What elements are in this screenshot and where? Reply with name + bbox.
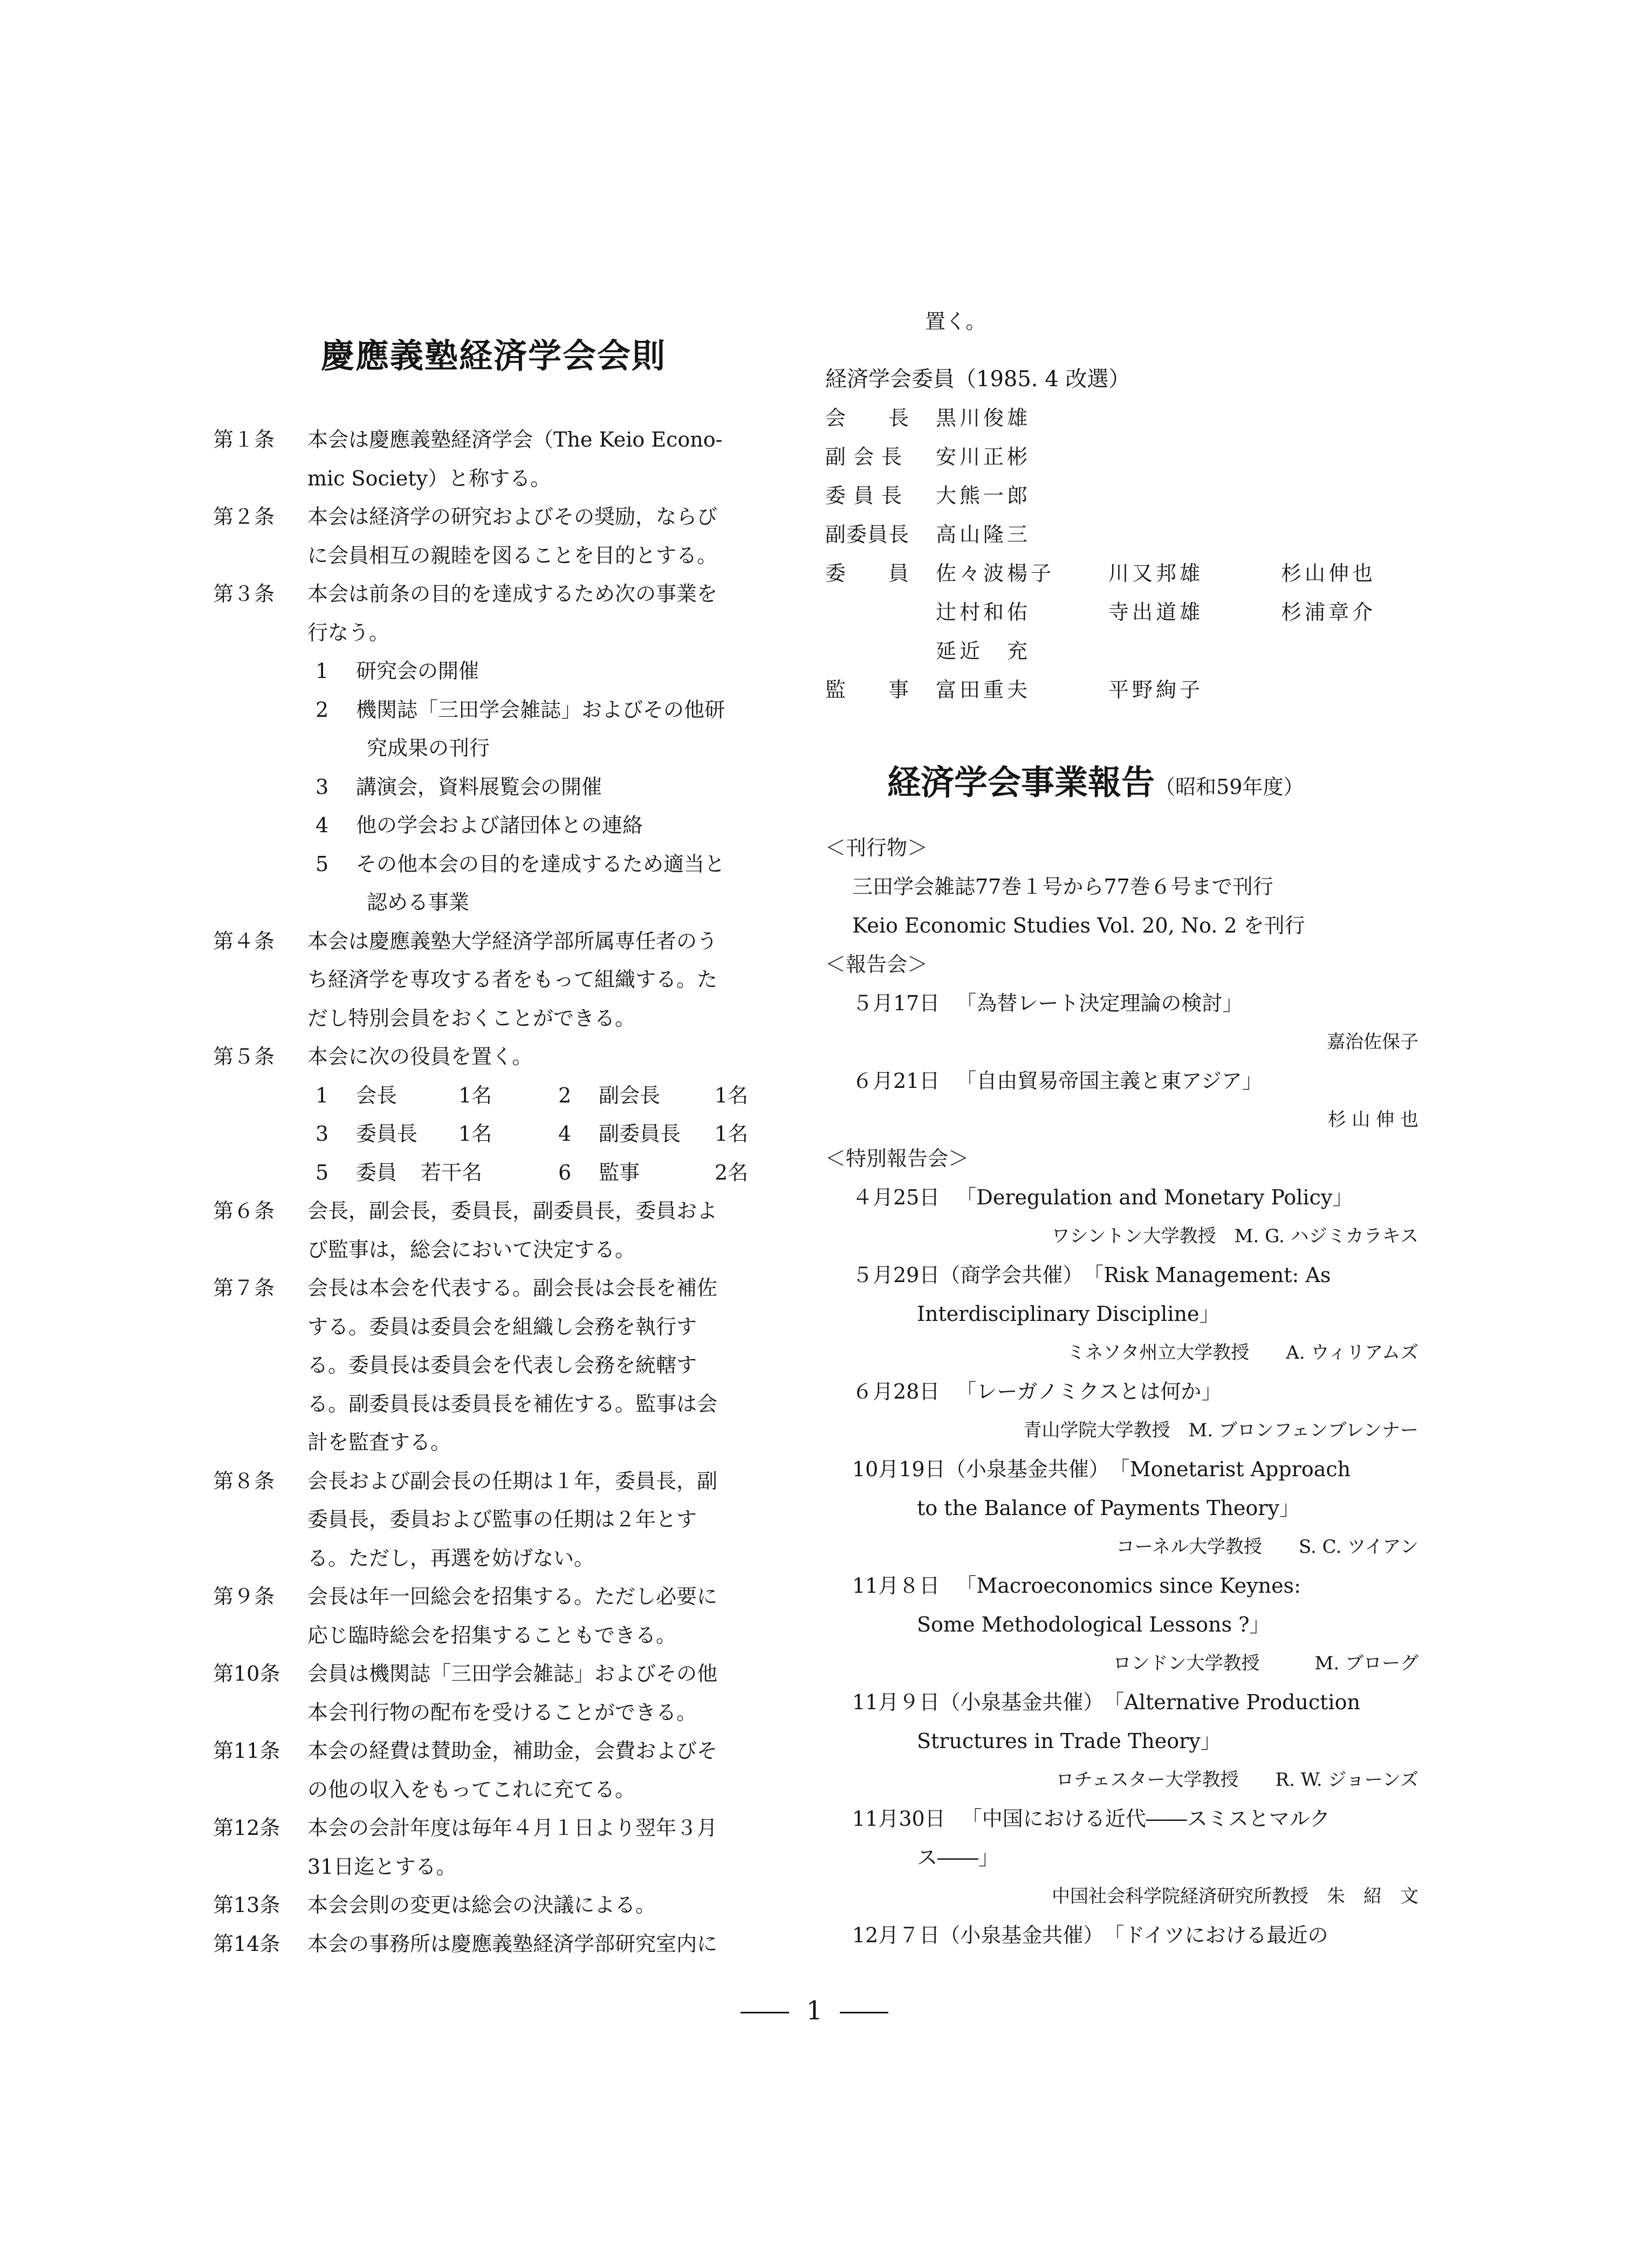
section-heading: ＜報告会＞ [825, 953, 928, 976]
officer-row: 5 委員 若干名 6 監事 2名 [316, 1160, 749, 1184]
article: 第４条 本会は慶應義塾大学経済学部所属専任者のう ち経済学を専攻する者をもって組織する。た だし特別会員をおくことができる。 [213, 922, 796, 1038]
special-item: ６月28日 「レーガノミクスとは何か」 [852, 1380, 1222, 1403]
article-line: 本会は慶應義塾経済学会（The Keio Econo- [307, 428, 723, 451]
section-heading: ＜特別報告会＞ [825, 1147, 969, 1170]
special-item: 11月30日 「中国における近代――スミスとマルク [852, 1807, 1330, 1831]
speaker: 中国社会科学院経済研究所教授 朱 紹 文 [1052, 1886, 1418, 1907]
officer-row: 1 会長 1名 2 副会長 1名 [316, 1083, 749, 1107]
committee-row: 会 長 黒川俊雄 [825, 406, 1031, 430]
article: 第10条 会員は機関誌「三田学会雑誌」およびその他 本会刊行物の配布を受けることができる。 [213, 1662, 718, 1724]
article-number: 第５条 [213, 1045, 275, 1068]
speaker: ワシントン大学教授 M. G. ハジミカラキス [1051, 1225, 1418, 1247]
special-item: 11月９日（小泉基金共催） 「Alternative Production [852, 1690, 1360, 1714]
committee-row: 委 員 長 大熊一郎 [825, 484, 1031, 508]
speaker: コーネル大学教授 S. C. ツイアン [1116, 1536, 1418, 1558]
article-item: 4 他の学会および諸団体との連絡 [316, 813, 643, 837]
speaker: 杉 山 伸 也 [1327, 1109, 1418, 1130]
committee-row: 副委員長 高山隆三 [825, 523, 1031, 546]
continuation-text: 置く。 [925, 310, 986, 333]
article-line: 本会は前条の目的を達成するため次の事業を [307, 582, 718, 606]
meeting-item: ６月21日 「自由貿易帝国主義と東アジア」 [852, 1069, 1263, 1093]
speaker: ミネソタ州立大学教授 A. ウィリアムズ [1066, 1342, 1418, 1363]
article [213, 498, 796, 575]
article-number: 第２条 [213, 505, 275, 529]
article-line: 行なう。 [307, 620, 390, 645]
article-number: 第４条 [213, 929, 275, 953]
dash-right [840, 2012, 888, 2013]
special-item: 10月19日（小泉基金共催） 「Monetarist Approach [852, 1457, 1351, 1481]
speaker: ロンドン大学教授 M. ブローグ [1113, 1653, 1418, 1674]
article: 第13条 本会会則の変更は総会の決議による。 [213, 1893, 656, 1917]
committee-row: 副 会 長 安川正彬 [825, 445, 1031, 469]
speaker: ロチェスター大学教授 R. W. ジョーンズ [1056, 1769, 1418, 1791]
article: 第12条 本会の会計年度は毎年４月１日より翌年３月 31日迄とする。 [213, 1816, 718, 1879]
article-item: 3 講演会，資料展覧会の開催 [316, 775, 602, 799]
publication-item: Keio Economic Studies Vol. 20, No. 2 を刊行 [852, 914, 1305, 937]
report-subtitle: （昭和59年度） [1155, 775, 1304, 799]
article: 第９条 会長は年一回総会を招集する。ただし必要に 応じ臨時総会を招集することもできる。 [213, 1585, 718, 1647]
article [213, 421, 796, 498]
article-item: 5 その他本会の目的を達成するため適当と 認める事業 [316, 852, 725, 914]
report-column: 置く。 経済学会委員（1985. 4 改選） 会 長 黒川俊雄 副 会 長 安川正彬 委 員 長 大熊一郎 副委員長 高山隆三 委 員 佐々波楊子 川又邦雄 杉山伸也 辻村和佑 寺出道雄 杉浦章介 延近 充 監 事 富田重夫 平野絢子 経済学会事業報告（昭和59年度） ＜刊行物＞ 三田学会雑誌77巻１号から77巻６号まで刊行 Keio Economic Studies Vol. 20, No. 2 を刊行 ＜報告会＞ ５月17日 「為替レート決定理論の検討」 嘉治佐保子 ６月21日 「自由貿易帝国主義と東アジア」 杉 山 伸 也 ＜特別報告会＞ ４月25日 「Deregulation and Monetary Policy」 ワシントン大学教授 M. G. ハジミカラキス ５月29日（商学会共催） 「Risk Management: As Interdisciplinary Discipline」 ミネソタ州立大学教授 A. ウィリアムズ ６月28日 「レーガノミクスとは何か」 青山学院大学教授 M. ブロンフェンブレンナー 10月19日（小泉基金共催） 「Monetarist Approach to the Balance of Payments Theory」 コーネル大学教授 S. C. ツイアン 11月８日 「Macroeconomics since Keynes: Some Methodological Lessons ?」 ロンドン大学教授 M. ブローグ 11月９日（小泉基金共催） 「Alternative Production Structures in Trade Theory」 ロチェスター大学教授 R. W. ジョーンズ 11月30日 「中国における近代――スミスとマルク ス――」 中国社会科学院経済研究所教授 朱 紹 文 12月７日（小泉基金共催） 「ドイツにおける最近の [825, 302, 1418, 1955]
article-number: 第３条 [213, 582, 275, 606]
article-item: 1 研究会の開催 [316, 659, 479, 683]
article-line: mic Society）と称する。 [307, 466, 551, 490]
bylaws-title: 慶應義塾経済学会会則 [321, 336, 667, 375]
dash-left [741, 2012, 789, 2013]
article-number: 第１条 [213, 428, 275, 451]
committee-row: 監 事 富田重夫 平野絢子 [825, 678, 1204, 702]
page-number: 1 [723, 1996, 906, 2026]
special-item: ４月25日 「Deregulation and Monetary Policy」 [852, 1186, 1353, 1209]
committee-row: 委 員 佐々波楊子 川又邦雄 杉山伸也 [825, 561, 1376, 585]
speaker: 青山学院大学教授 M. ブロンフェンブレンナー [1023, 1420, 1418, 1441]
article: 第14条 本会の事務所は慶應義塾経済学部研究室内に [213, 1931, 718, 1956]
article: 第８条 会長および副会長の任期は１年，委員長，副 委員長，委員および監事の任期は２年とす る。ただし，再選を妨げない。 [213, 1469, 718, 1570]
committee-row: 延近 充 [936, 639, 1031, 663]
speaker: 嘉治佐保子 [1327, 1031, 1418, 1053]
article: 第７条 会長は本会を代表する。副会長は会長を補佐 する。委員は委員会を組織し会務を執行す る。委員長は委員会を代表し会務を統轄す る。副委員長は委員長を補佐する。監事は会 計を監査する。 [213, 1276, 718, 1454]
report-title: 経済学会事業報告（昭和59年度） [887, 763, 1304, 802]
article-line: 本会は経済学の研究およびその奨励，ならび [307, 505, 718, 529]
publication-item: 三田学会雑誌77巻１号から77巻６号まで刊行 [852, 875, 1273, 899]
article-item: 2 機関誌「三田学会雑誌」およびその他研 究成果の刊行 [316, 697, 725, 760]
bylaws-column [213, 329, 796, 1963]
special-item: 11月８日 「Macroeconomics since Keynes: [852, 1574, 1301, 1598]
article: 第11条 本会の経費は賛助金，補助金，会費およびそ の他の収入をもってこれに充てる。 [213, 1739, 718, 1801]
article: 第６条 会長，副会長，委員長，副委員長，委員およ び監事は，総会において決定する。 [213, 1199, 718, 1262]
special-item: ５月29日（商学会共催） 「Risk Management: As [852, 1263, 1331, 1287]
article [213, 575, 796, 652]
meeting-item: ５月17日 「為替レート決定理論の検討」 [852, 991, 1243, 1015]
committee-title: 経済学会委員（1985. 4 改選） [825, 367, 1130, 392]
section-heading: ＜刊行物＞ [825, 836, 928, 860]
article: 第５条 本会に次の役員を置く。 [213, 1038, 796, 1077]
officer-row: 3 委員長 1名 4 副委員長 1名 [316, 1122, 749, 1146]
article-line: に会員相互の親睦を図ることを目的とする。 [307, 543, 718, 567]
committee-row: 辻村和佑 寺出道雄 杉浦章介 [936, 600, 1376, 624]
special-item: 12月７日（小泉基金共催） 「ドイツにおける最近の [852, 1923, 1328, 1947]
